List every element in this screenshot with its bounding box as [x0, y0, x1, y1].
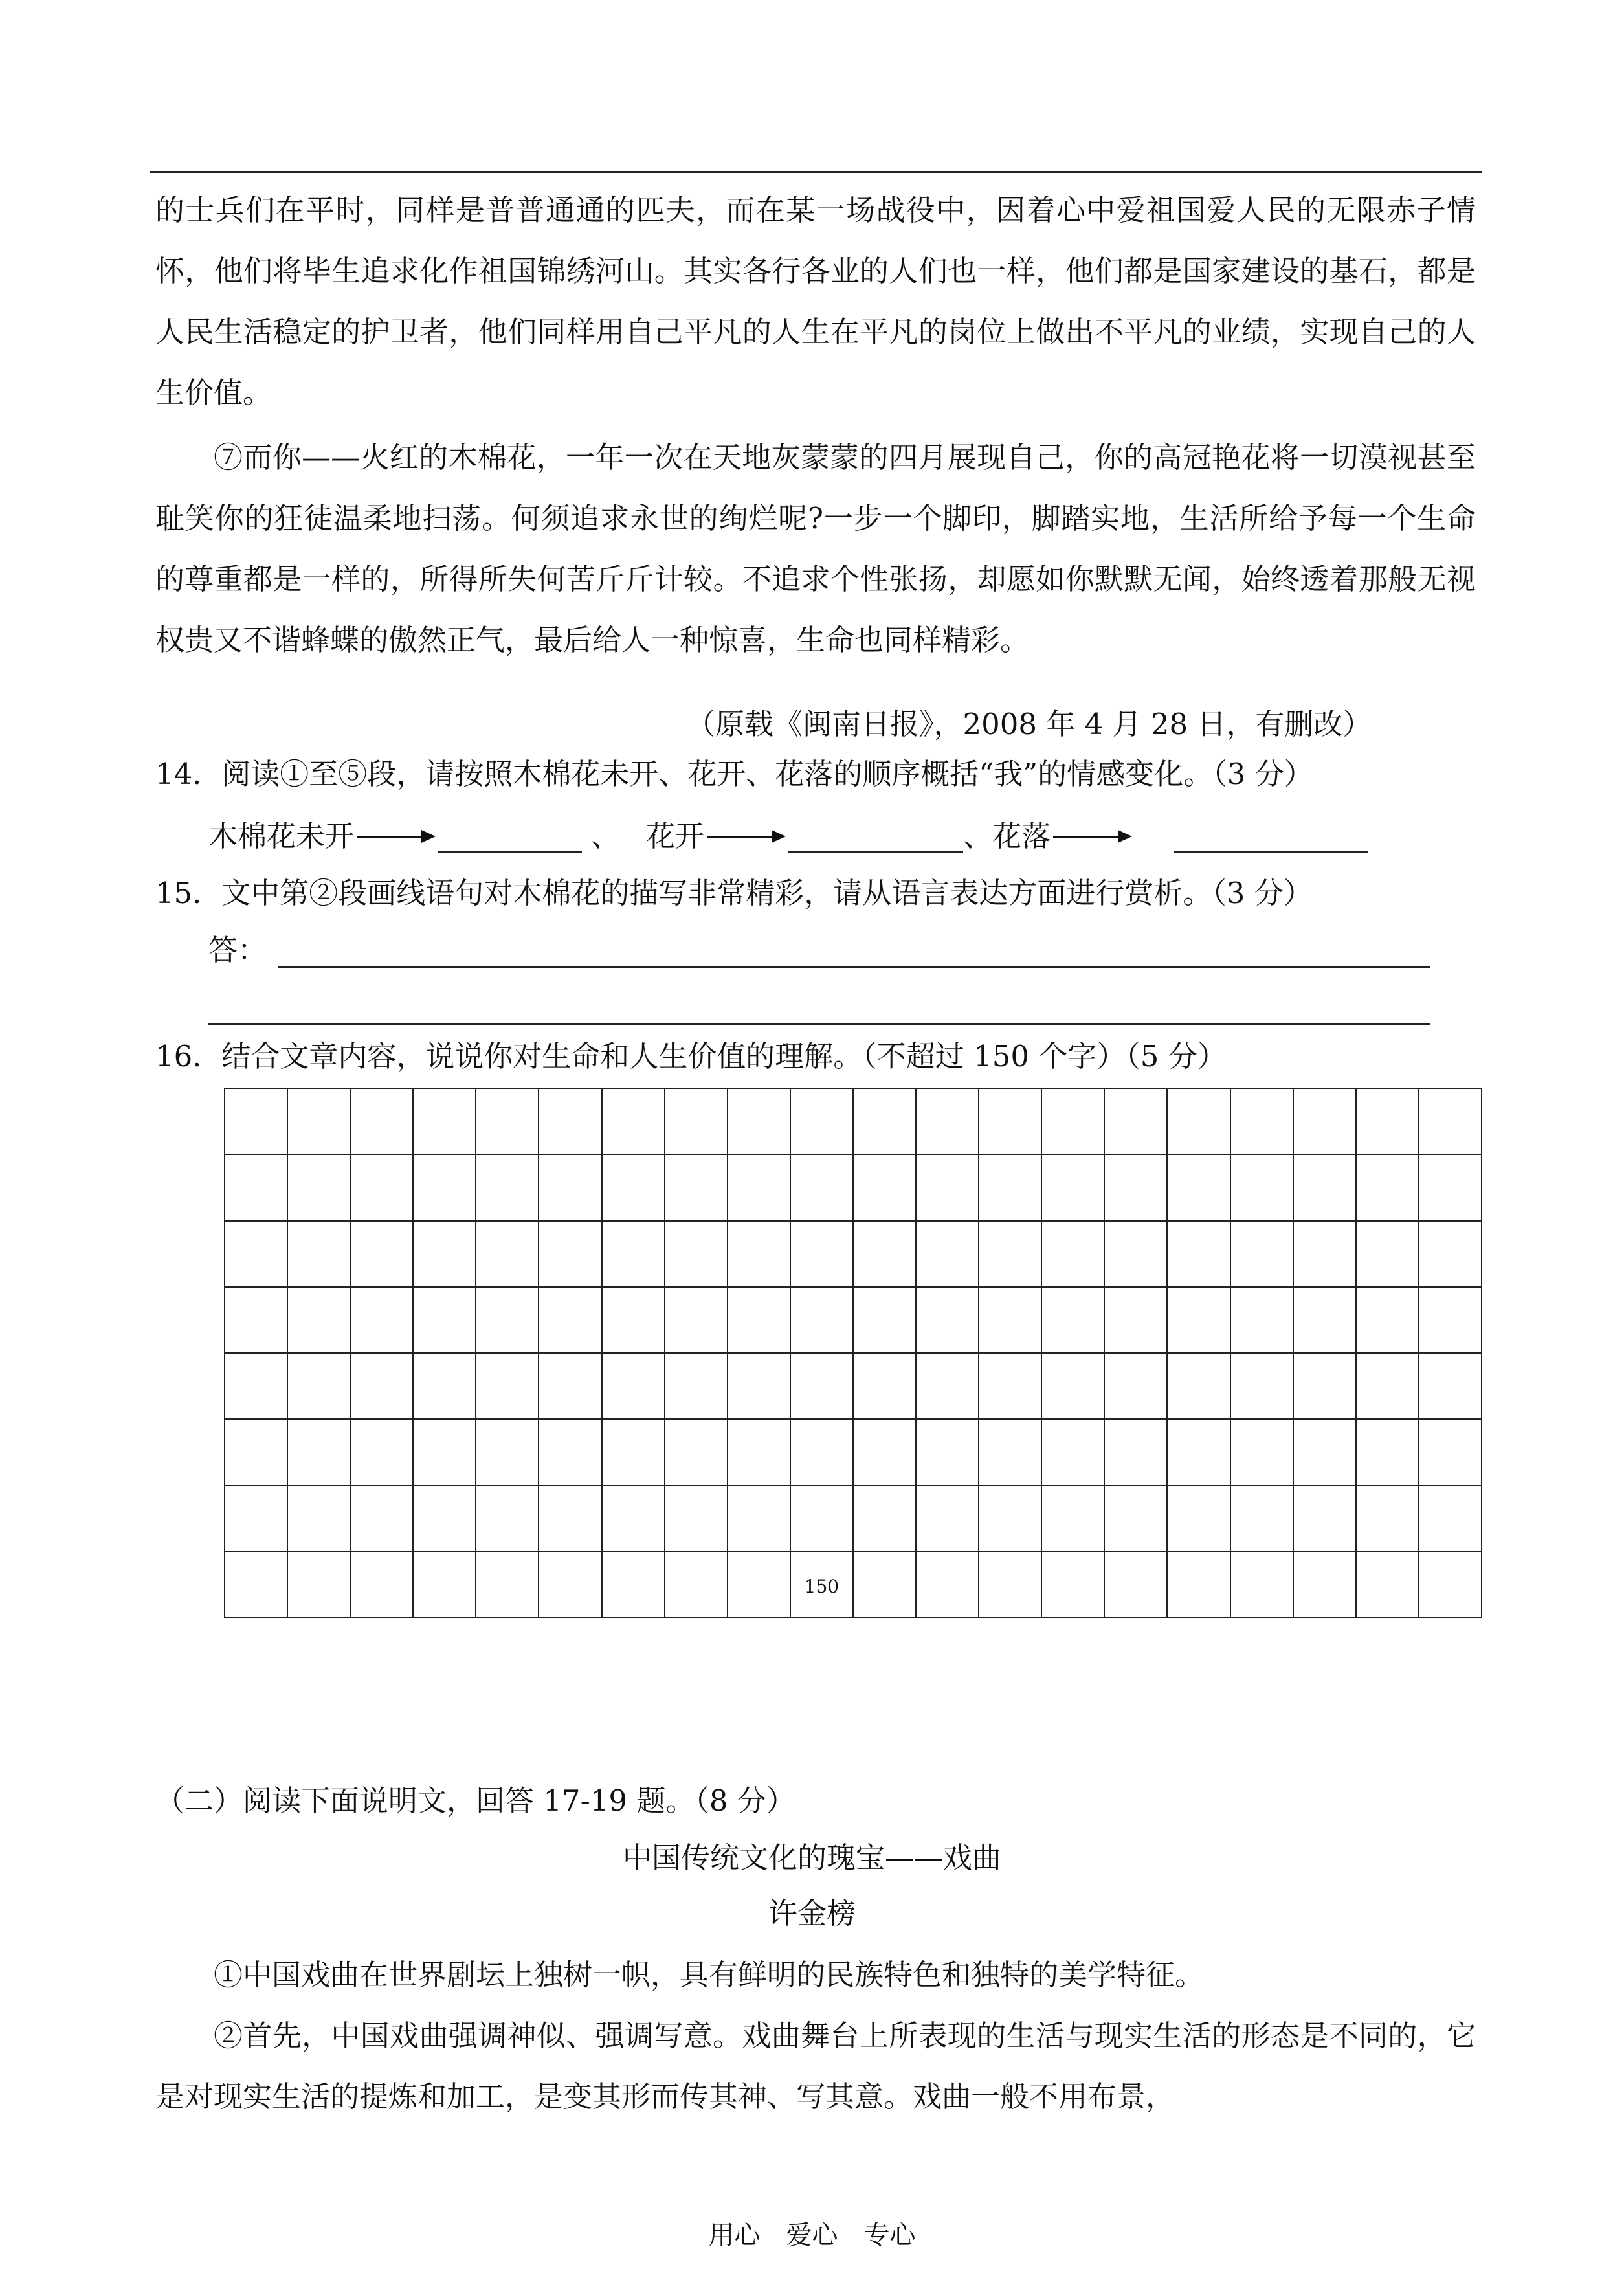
grid-cell[interactable]: [916, 1419, 979, 1485]
grid-cell[interactable]: [790, 1154, 853, 1220]
answer-blank-3[interactable]: [1174, 820, 1368, 853]
grid-cell[interactable]: [539, 1353, 601, 1419]
grid-cell[interactable]: [1104, 1419, 1167, 1485]
grid-cell[interactable]: [979, 1552, 1041, 1618]
grid-cell[interactable]: [225, 1287, 287, 1353]
grid-cell[interactable]: [602, 1552, 665, 1618]
grid-row: [225, 1552, 1482, 1618]
grid-cell[interactable]: [1419, 1486, 1482, 1552]
article-author: 许金榜: [768, 1896, 856, 1930]
grid-cell[interactable]: [1104, 1486, 1167, 1552]
grid-cell[interactable]: [1230, 1552, 1293, 1618]
grid-cell[interactable]: [602, 1353, 665, 1419]
grid-cell[interactable]: [287, 1221, 350, 1287]
grid-cell[interactable]: [790, 1287, 853, 1353]
arrow-right-icon: [357, 833, 436, 840]
grid-cell[interactable]: [1167, 1486, 1230, 1552]
grid-cell[interactable]: [916, 1287, 979, 1353]
grid-cell[interactable]: [1419, 1221, 1482, 1287]
grid-cell[interactable]: [1230, 1353, 1293, 1419]
article-title: 中国传统文化的瑰宝——戏曲: [622, 1840, 1001, 1875]
grid-cell[interactable]: [1041, 1154, 1104, 1220]
grid-cell[interactable]: [539, 1088, 601, 1154]
grid-cell[interactable]: [1293, 1088, 1356, 1154]
grid-cell[interactable]: [1293, 1287, 1356, 1353]
grid-cell[interactable]: [287, 1353, 350, 1419]
section-2-intro: （二）阅读下面说明文，回答 17-19 题。（8 分）: [155, 1784, 795, 1818]
question-14: 14．阅读①至⑤段，请按照木棉花未开、花开、花落的顺序概括“我”的情感变化。（3 分）: [155, 757, 1313, 791]
grid-cell[interactable]: [1230, 1419, 1293, 1485]
grid-cell[interactable]: [728, 1486, 790, 1552]
grid-cell[interactable]: [1230, 1088, 1293, 1154]
grid-cell[interactable]: [853, 1552, 916, 1618]
grid-cell[interactable]: [1356, 1419, 1419, 1485]
grid-cell[interactable]: [1419, 1353, 1482, 1419]
passage-source: （原载《闽南日报》，2008 年 4 月 28 日，有删改）: [686, 707, 1372, 741]
grid-cell[interactable]: [1104, 1088, 1167, 1154]
grid-row: [225, 1353, 1482, 1419]
grid-cell[interactable]: [476, 1419, 539, 1485]
grid-cell[interactable]: [1167, 1221, 1230, 1287]
grid-cell[interactable]: [853, 1353, 916, 1419]
grid-cell[interactable]: [916, 1088, 979, 1154]
grid-cell[interactable]: [1419, 1552, 1482, 1618]
grid-cell[interactable]: [350, 1353, 413, 1419]
stage-label-fall: 花落: [992, 818, 1051, 853]
grid-cell[interactable]: [790, 1486, 853, 1552]
answer-blank-1[interactable]: [438, 820, 582, 853]
grid-row: [225, 1154, 1482, 1220]
grid-cell[interactable]: [350, 1154, 413, 1220]
grid-cell[interactable]: [1041, 1419, 1104, 1485]
grid-cell[interactable]: [476, 1221, 539, 1287]
grid-cell[interactable]: [287, 1154, 350, 1220]
grid-cell[interactable]: [665, 1353, 728, 1419]
grid-cell[interactable]: [225, 1419, 287, 1485]
grid-cell[interactable]: [539, 1154, 601, 1220]
question-16: 16．结合文章内容，说说你对生命和人生价值的理解。（不超过 150 个字）（5 分）: [155, 1039, 1227, 1073]
grid-cell[interactable]: [665, 1287, 728, 1353]
grid-cell[interactable]: [790, 1419, 853, 1485]
grid-cell[interactable]: [1167, 1552, 1230, 1618]
grid-cell[interactable]: [413, 1287, 476, 1353]
grid-count-marker: 150: [804, 1575, 840, 1597]
header-rule: [150, 171, 1482, 173]
grid-cell[interactable]: [1167, 1287, 1230, 1353]
grid-cell[interactable]: [728, 1552, 790, 1618]
grid-cell[interactable]: [476, 1287, 539, 1353]
grid-cell[interactable]: [1104, 1353, 1167, 1419]
grid-cell[interactable]: [916, 1353, 979, 1419]
grid-cell[interactable]: [539, 1419, 601, 1485]
grid-cell[interactable]: [287, 1552, 350, 1618]
stage-label-bloom: 花开: [646, 818, 705, 853]
grid-cell[interactable]: [790, 1353, 853, 1419]
grid-cell[interactable]: [1293, 1486, 1356, 1552]
arrow-right-icon: [1053, 833, 1132, 840]
grid-cell[interactable]: [853, 1419, 916, 1485]
grid-cell[interactable]: [728, 1287, 790, 1353]
grid-cell[interactable]: [1230, 1221, 1293, 1287]
answer-grid[interactable]: [224, 1088, 1482, 1618]
grid-cell[interactable]: [1356, 1221, 1419, 1287]
grid-row: [225, 1486, 1482, 1552]
grid-cell[interactable]: [287, 1419, 350, 1485]
question-14-answer-row: [208, 814, 1368, 856]
grid-cell[interactable]: [853, 1088, 916, 1154]
grid-cell[interactable]: [728, 1154, 790, 1220]
grid-cell[interactable]: [728, 1088, 790, 1154]
grid-cell[interactable]: [853, 1287, 916, 1353]
answer-blank-2[interactable]: [788, 820, 963, 853]
grid-cell[interactable]: [225, 1088, 287, 1154]
grid-cell[interactable]: [602, 1221, 665, 1287]
grid-cell[interactable]: [728, 1221, 790, 1287]
grid-cell[interactable]: [979, 1353, 1041, 1419]
grid-cell[interactable]: [476, 1552, 539, 1618]
grid-row: [225, 1088, 1482, 1154]
grid-cell[interactable]: [413, 1221, 476, 1287]
grid-cell[interactable]: [225, 1154, 287, 1220]
grid-cell[interactable]: [1356, 1486, 1419, 1552]
grid-cell[interactable]: [1356, 1552, 1419, 1618]
grid-cell[interactable]: [539, 1486, 601, 1552]
separator-2: 、: [963, 818, 993, 853]
grid-cell[interactable]: [1230, 1154, 1293, 1220]
grid-cell[interactable]: [979, 1221, 1041, 1287]
grid-row: [225, 1419, 1482, 1485]
grid-cell[interactable]: [1293, 1552, 1356, 1618]
article-paragraph-1: ①中国戏曲在世界剧坛上独树一帜，具有鲜明的民族特色和独特的美学特征。: [214, 1958, 1205, 1992]
grid-cell[interactable]: [1356, 1154, 1419, 1220]
grid-cell[interactable]: [1041, 1353, 1104, 1419]
grid-cell[interactable]: [790, 1552, 853, 1618]
grid-cell[interactable]: [979, 1419, 1041, 1485]
grid-cell[interactable]: [602, 1486, 665, 1552]
grid-cell[interactable]: [1041, 1486, 1104, 1552]
separator-1: 、: [591, 818, 621, 853]
grid-cell[interactable]: [1356, 1353, 1419, 1419]
grid-cell[interactable]: [413, 1088, 476, 1154]
grid-cell[interactable]: [1041, 1287, 1104, 1353]
grid-row: [225, 1221, 1482, 1287]
grid-cell[interactable]: [665, 1486, 728, 1552]
grid-cell[interactable]: [1356, 1088, 1419, 1154]
grid-cell[interactable]: [1104, 1221, 1167, 1287]
grid-cell[interactable]: [476, 1486, 539, 1552]
grid-cell[interactable]: [225, 1221, 287, 1287]
grid-cell[interactable]: [916, 1552, 979, 1618]
grid-cell[interactable]: [1167, 1353, 1230, 1419]
grid-cell[interactable]: [1419, 1419, 1482, 1485]
grid-cell[interactable]: [225, 1552, 287, 1618]
grid-cell[interactable]: [728, 1353, 790, 1419]
grid-cell[interactable]: [287, 1486, 350, 1552]
grid-cell[interactable]: [1419, 1287, 1482, 1353]
grid-cell[interactable]: [1104, 1287, 1167, 1353]
grid-cell[interactable]: [665, 1419, 728, 1485]
grid-cell[interactable]: [1293, 1353, 1356, 1419]
stage-label-unopened: 木棉花未开: [208, 818, 355, 853]
grid-cell[interactable]: [1230, 1287, 1293, 1353]
grid-cell[interactable]: [916, 1486, 979, 1552]
grid-cell[interactable]: [665, 1154, 728, 1220]
grid-cell[interactable]: [1230, 1486, 1293, 1552]
grid-cell[interactable]: [225, 1353, 287, 1419]
grid-cell[interactable]: [476, 1154, 539, 1220]
arrow-right-icon: [707, 833, 786, 840]
grid-cell[interactable]: [916, 1154, 979, 1220]
grid-cell[interactable]: [539, 1552, 601, 1618]
grid-cell[interactable]: [476, 1088, 539, 1154]
grid-cell[interactable]: [979, 1154, 1041, 1220]
grid-cell[interactable]: [350, 1088, 413, 1154]
grid-cell[interactable]: [1104, 1552, 1167, 1618]
grid-cell[interactable]: [1167, 1154, 1230, 1220]
grid-cell[interactable]: [1419, 1154, 1482, 1220]
answer-label: 答：: [208, 933, 267, 967]
grid-cell[interactable]: [413, 1419, 476, 1485]
grid-cell[interactable]: [1167, 1088, 1230, 1154]
grid-cell[interactable]: [287, 1088, 350, 1154]
page-footer: 用心 爱心 专心: [708, 2220, 916, 2250]
grid-cell[interactable]: [853, 1154, 916, 1220]
grid-cell[interactable]: [350, 1552, 413, 1618]
question-15: 15．文中第②段画线语句对木棉花的描写非常精彩，请从语言表达方面进行赏析。（3 分）: [155, 876, 1313, 910]
grid-cell[interactable]: [476, 1353, 539, 1419]
grid-cell[interactable]: [602, 1154, 665, 1220]
answer-line-2[interactable]: [208, 1023, 1430, 1025]
grid-cell[interactable]: [1293, 1419, 1356, 1485]
article-paragraph-2: ②首先，中国戏曲强调神似、强调写意。戏曲舞台上所表现的生活与现实生活的形态是不同的，它是对现实生活的提炼和加工，是变其形而传其神、写其意。戏曲一般不用布景，: [155, 2019, 1476, 2114]
grid-cell[interactable]: [1293, 1221, 1356, 1287]
grid-cell[interactable]: [790, 1221, 853, 1287]
grid-cell[interactable]: [413, 1353, 476, 1419]
grid-cell[interactable]: [728, 1419, 790, 1485]
grid-cell[interactable]: [225, 1486, 287, 1552]
grid-row: [225, 1287, 1482, 1353]
grid-cell[interactable]: [413, 1154, 476, 1220]
grid-cell[interactable]: [413, 1486, 476, 1552]
passage-paragraph-continued: 的士兵们在平时，同样是普普通通的匹夫，而在某一场战役中，因着心中爱祖国爱人民的无限赤子情怀，他们将毕生追求化作祖国锦绣河山。其实各行各业的人们也一样，他们都是国家建设的基石，都是人民生活稳定的护卫者，他们同样用自己平凡的人生在平凡的岗位上做出不平凡的业绩，实现自己的人生价值。: [155, 193, 1476, 410]
grid-cell[interactable]: [790, 1088, 853, 1154]
answer-line-1[interactable]: [278, 966, 1430, 968]
grid-cell[interactable]: [602, 1419, 665, 1485]
grid-cell[interactable]: [1356, 1287, 1419, 1353]
grid-cell[interactable]: [413, 1552, 476, 1618]
grid-cell[interactable]: [539, 1287, 601, 1353]
grid-cell[interactable]: [350, 1419, 413, 1485]
grid-cell[interactable]: [979, 1088, 1041, 1154]
grid-cell[interactable]: [979, 1287, 1041, 1353]
grid-cell[interactable]: [1041, 1552, 1104, 1618]
grid-cell[interactable]: [853, 1221, 916, 1287]
grid-cell[interactable]: [350, 1221, 413, 1287]
grid-cell[interactable]: [853, 1486, 916, 1552]
grid-cell[interactable]: [1167, 1419, 1230, 1485]
grid-cell[interactable]: [287, 1287, 350, 1353]
grid-cell[interactable]: [916, 1221, 979, 1287]
grid-cell[interactable]: [979, 1486, 1041, 1552]
grid-cell[interactable]: [1419, 1088, 1482, 1154]
grid-cell[interactable]: [665, 1088, 728, 1154]
grid-cell[interactable]: [350, 1287, 413, 1353]
passage-paragraph-7: ⑦而你——火红的木棉花，一年一次在天地灰蒙蒙的四月展现自己，你的高冠艳花将一切漠视甚至耻笑你的狂徒温柔地扫荡。何须追求永世的绚烂呢?一步一个脚印，脚踏实地，生活所给予每一个生命的尊重都是一样的，所得所失何苦斤斤计较。不追求个性张扬，却愿如你默默无闻，始终透着那般无视权贵又不谐蜂蝶的傲然正气，最后给人一种惊喜，生命也同样精彩。: [155, 440, 1476, 657]
grid-cell[interactable]: [1041, 1088, 1104, 1154]
grid-cell[interactable]: [602, 1088, 665, 1154]
grid-cell[interactable]: [350, 1486, 413, 1552]
grid-cell[interactable]: [665, 1552, 728, 1618]
grid-cell[interactable]: [1104, 1154, 1167, 1220]
grid-cell[interactable]: [539, 1221, 601, 1287]
grid-cell[interactable]: [665, 1221, 728, 1287]
grid-cell[interactable]: [1041, 1221, 1104, 1287]
grid-cell[interactable]: [602, 1287, 665, 1353]
grid-cell[interactable]: [1293, 1154, 1356, 1220]
